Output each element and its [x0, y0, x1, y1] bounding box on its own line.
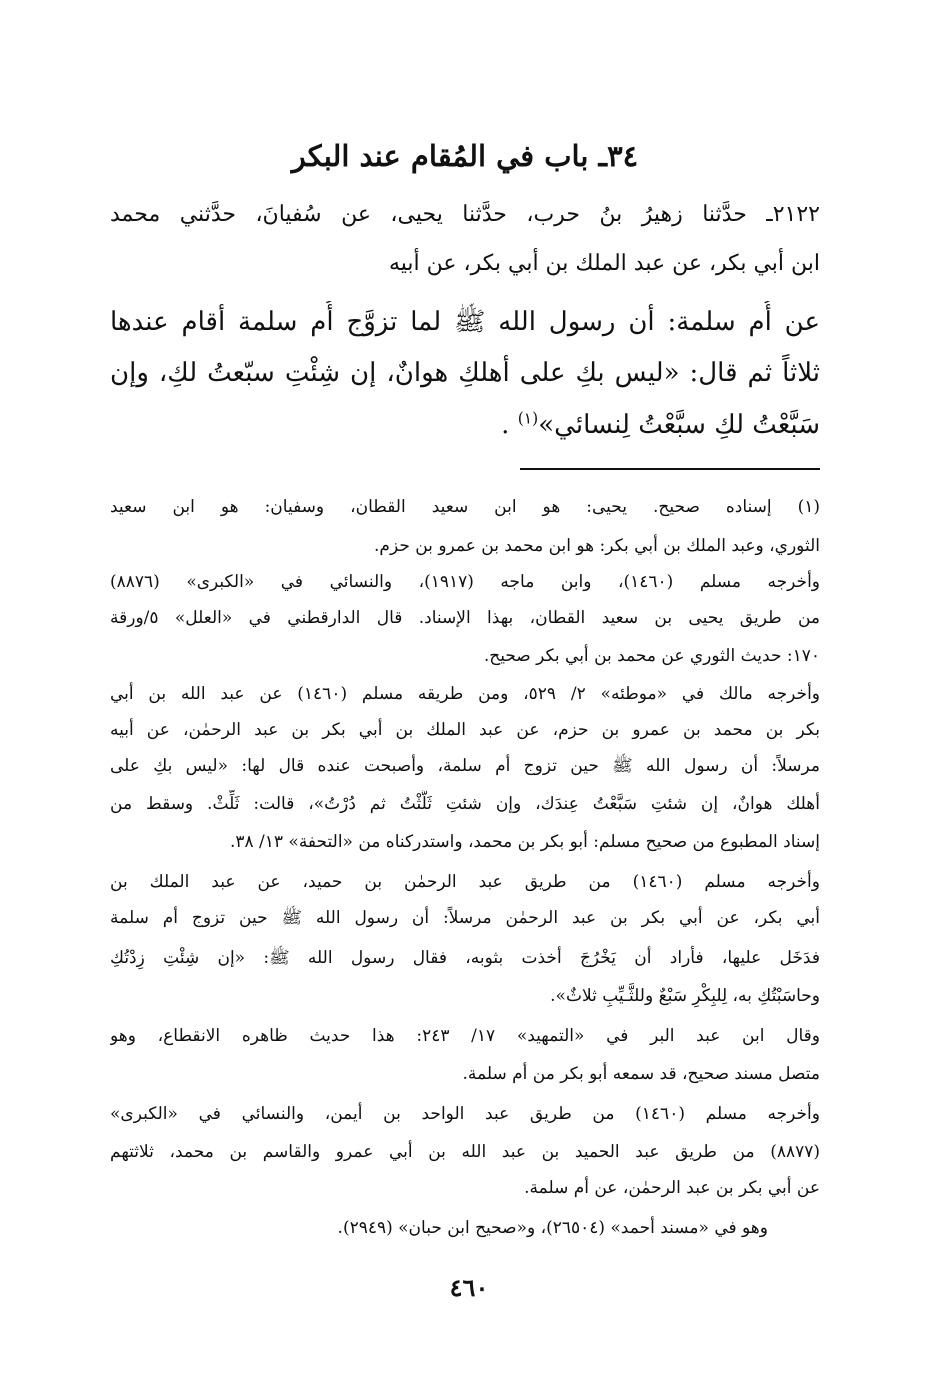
- footnote-line-5: ١٧٠: حديث الثوري عن محمد بن أبي بكر صحيح.: [483, 646, 820, 666]
- hadith-matn-text: سَبَّعْتُ لكِ سبَّعْتُ لِنسائي»: [538, 410, 820, 440]
- footnote-line-4: من طريق يحيى بن سعيد القطان، بهذا الإسناد. قال الدارقطني في «العلل» ٥/ورقة: [110, 608, 820, 628]
- chapter-title: ٣٤ـ باب في المُقام عند البكر: [291, 139, 639, 173]
- footnote-separator: [520, 468, 820, 470]
- footnote-line-7: بكر بن محمد بن عمرو بن حزم، عن عبد الملك بن أبي بكر بن عبد الرحمٰن، عن أبيه: [110, 720, 820, 740]
- footnote-line-3: وأخرجه مسلم (١٤٦٠)، وابن ماجه (١٩١٧)، والنسائي في «الكبرى» (٨٨٧٦): [110, 572, 820, 592]
- hadith-isnad-line-1: ٢١٢٢ـ حدَّثنا زهيرُ بنُ حرب، حدَّثنا يحيى، عن سُفيانَ، حدَّثني محمد: [110, 202, 820, 227]
- hadith-isnad-line-2: ابن أبي بكر، عن عبد الملك بن أبي بكر، عن أبيه: [388, 251, 820, 276]
- footnote-marker: (١): [517, 409, 539, 428]
- footnote-line-20-text: وهو في «مسند أحمد» (٢٦٥٠٤)، و«صحيح ابن حبان» (٢٩٤٩).: [337, 1218, 768, 1238]
- footnote-line-19: عن أبي بكر بن عبد الرحمٰن، عن أم سلمة.: [524, 1178, 820, 1198]
- footnote-line-20: [110, 1214, 820, 1244]
- footnote-line-14: وحاسَبْتُكِ به، لِلبِكْرِ سَبْعٌ وللثَّـيِّبِ ثلاثٌ».: [550, 986, 820, 1006]
- footnote-line-10: إسناد المطبوع من صحيح مسلم: أبو بكر بن محمد، واستدركناه من «التحفة» ١٣/ ٣٨.: [229, 832, 820, 852]
- footnote-line-9: أهلك هوانٌ، إن شئتِ سَبَّعْتُ عِندَك، وإن شئتِ ثَلَّثْتُ ثم دُرْتُ»، قالت: ثَلِّثْ. وسقط من: [110, 794, 820, 814]
- footnote-line-13: فدَخَل عليها، فأراد أن يَخْرُجَ أخذت بثوبه، فقال رسول الله ﷺ: «إن شِئْتِ زِدْتُكِ: [110, 948, 820, 968]
- page-number: ٤٦٠: [449, 1273, 489, 1302]
- footnote-line-6: وأخرجه مالك في «موطئه» ٢/ ٥٢٩، ومن طريقه مسلم (١٤٦٠) عن عبد الله بن أبي: [110, 684, 820, 704]
- footnote-line-18: (٨٨٧٧) من طريق عبد الحميد بن عبد الله بن أبي عمرو والقاسم بن محمد، ثلاثتهم: [110, 1142, 820, 1162]
- footnote-line-16: متصل مسند صحيح، قد سمعه أبو بكر من أم سلمة.: [462, 1064, 820, 1084]
- footnote-line-15: وقال ابن عبد البر في «التمهيد» ١٧/ ٢٤٣: هذا حديث ظاهره الانقطاع، وهو: [110, 1026, 820, 1046]
- hadith-matn-line-1: عن أُم سلمة: أن رسول الله ﷺ لما تزوَّج أُم سلمة أقام عندها: [110, 307, 820, 337]
- footnote-line-1: (١) إسناده صحيح. يحيى: هو ابن سعيد القطان، وسفيان: هو ابن سعيد: [110, 497, 820, 517]
- hadith-matn-line-2: ثلاثاً ثم قال: «ليس بكِ على أهلكِ هوانٌ، إن شِئْتِ سبّعتُ لكِ، وإن: [110, 358, 820, 388]
- footnote-line-12: أبي بكر، عن أبي بكر بن عبد الرحمٰن مرسلاً: أن رسول الله ﷺ حين تزوج أم سلمة: [110, 908, 820, 928]
- footnote-line-8: مرسلاً: أن رسول الله ﷺ حين تزوج أم سلمة، وأصبحت عنده قال لها: «ليس بكِ على: [110, 756, 820, 776]
- hadith-matn-line-3: سَبَّعْتُ لكِ سبَّعْتُ لِنسائي»$^{(١)}$ .: [501, 409, 820, 440]
- footnote-line-17: وأخرجه مسلم (١٤٦٠) من طريق عبد الواحد بن أيمن، والنسائي في «الكبرى»: [110, 1104, 820, 1124]
- footnote-line-2: الثوري، وعبد الملك بن أبي بكر: هو ابن محمد بن عمرو بن حزم.: [374, 536, 820, 556]
- footnote-line-11: وأخرجه مسلم (١٤٦٠) من طريق عبد الرحمٰن بن حميد، عن عبد الملك بن: [110, 872, 820, 892]
